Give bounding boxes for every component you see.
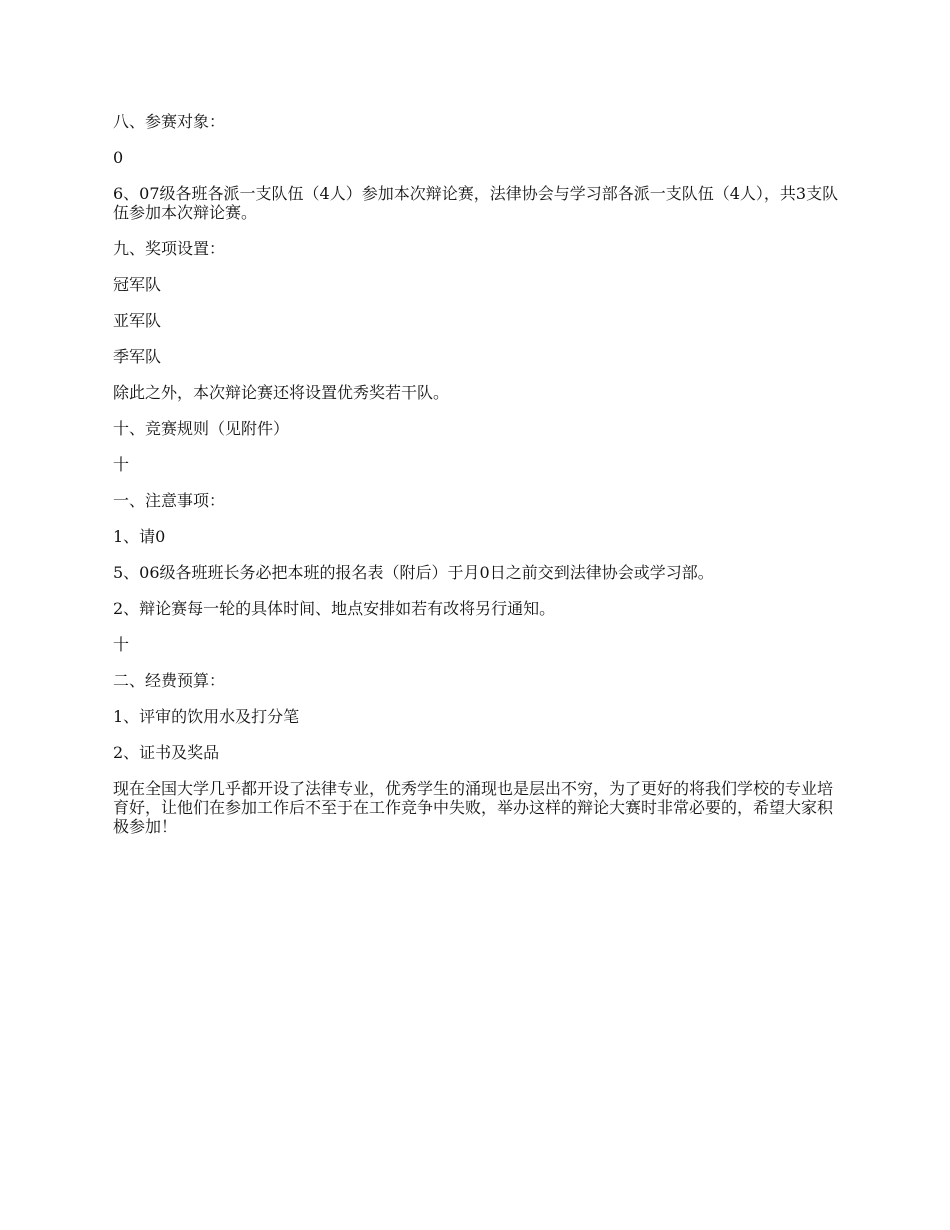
award-runner-up: 亚军队 bbox=[113, 311, 162, 330]
section-heading-rules: 十、竞赛规则（见附件） bbox=[113, 419, 290, 438]
paragraph-team-composition: 6、07级各班各派一支队伍（4人）参加本次辩论赛，法律协会与学习部各派一支队伍（4人），共3支队伍参加本次辩论赛。 bbox=[113, 184, 839, 222]
section-heading-notes: 一、注意事项： bbox=[113, 491, 226, 510]
paragraph-closing: 现在全国大学几乎都开设了法律专业，优秀学生的涌现也是层出不穷，为了更好的将我们学校的专业培育好，让他们在参加工作后不至于在工作竞争中失败，举办这样的辩论大赛时非常必要的，希望大家积极参加！ bbox=[113, 779, 834, 836]
award-third-place: 季军队 bbox=[113, 347, 162, 366]
note-item: 1、请0 bbox=[113, 527, 166, 546]
paragraph-excellence-award: 除此之外，本次辩论赛还将设置优秀奖若干队。 bbox=[113, 383, 450, 402]
note-item-registration: 5、06级各班班长务必把本班的报名表（附后）于月0日之前交到法律协会或学习部。 bbox=[113, 563, 714, 582]
budget-item-water-pens: 1、评审的饮用水及打分笔 bbox=[113, 707, 300, 726]
note-item-schedule: 2、辩论赛每一轮的具体时间、地点安排如若有改将另行通知。 bbox=[113, 599, 556, 618]
paragraph: 0 bbox=[113, 148, 124, 167]
section-heading-participants: 八、参赛对象： bbox=[113, 112, 226, 131]
document-body bbox=[113, 112, 843, 853]
award-champion: 冠军队 bbox=[113, 275, 162, 294]
paragraph: 十 bbox=[113, 635, 130, 654]
section-heading-budget: 二、经费预算： bbox=[113, 671, 226, 690]
section-heading-awards: 九、奖项设置： bbox=[113, 239, 226, 258]
budget-item-certificates: 2、证书及奖品 bbox=[113, 743, 220, 762]
paragraph: 十 bbox=[113, 455, 130, 474]
